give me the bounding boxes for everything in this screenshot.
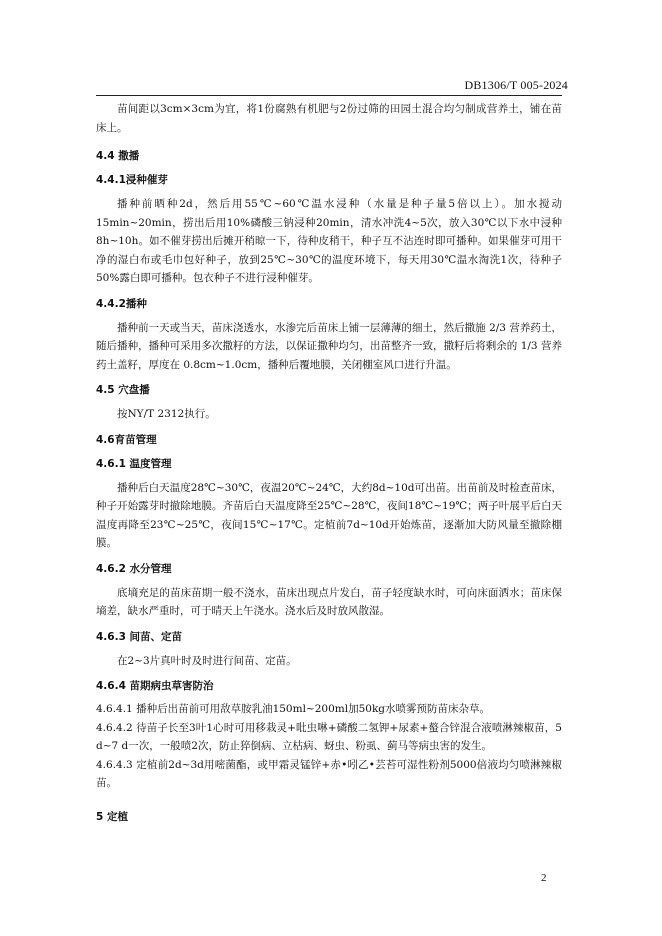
paragraph-4-5: 按NY/T 2312执行。 bbox=[117, 408, 216, 420]
list-item-4-6-4-2: 4.6.4.2 待苗子长至3叶1心时可用移栽灵+吡虫啉+磷酸二氢钾+尿素+螯合锌混合液喷淋辣椒苗，5 d~7 d一次，一般喷2次，防止猝倒病、立枯病、蚜虫、粉虱、蓟马等病虫害的发生。 bbox=[96, 721, 562, 752]
list-item-4-6-4-3: 4.6.4.3 定植前2d~3d用嘧菌酯，或甲霜灵锰锌+赤•吲乙•芸苔可湿性粉剂5000倍液均匀喷淋辣椒苗。 bbox=[96, 758, 562, 789]
heading-4-6-1: 4.6.1 温度管理 bbox=[96, 457, 172, 470]
paragraph-4-4-2: 播种前一天或当天，苗床浇透水，水渗完后苗床上铺一层薄薄的细土，然后撒施 2/3 营养药土，随后播种，播种可采用多次撒籽的方法，以保证撒种均匀，出苗整齐一致，撒籽后将剩余的 1/3 营养药土盖籽，厚度在 0.8cm~1.0cm，播种后覆地膜，关闭棚室风口进行升温。 bbox=[96, 321, 562, 371]
heading-4-4-2: 4.4.2播种 bbox=[96, 297, 147, 310]
heading-5: 5 定植 bbox=[96, 810, 128, 823]
header-rule bbox=[96, 95, 562, 96]
list-item-4-6-4-1: 4.6.4.1 播种后出苗前可用敌草胺乳油150ml~200ml加50kg水喷雾预防苗床杂草。 bbox=[96, 703, 491, 715]
page-number: 2 bbox=[541, 872, 547, 884]
paragraph-4-4-1: 播种前晒种2d，然后用55℃~60℃温水浸种（水量是种子量5倍以上）。加水搅动15min~20min，捞出后用10%磷酸三钠浸种20min，清水冲洗4~5次，放入30℃以下水中浸种8h~10h。如不催芽捞出后摊开稍晾一下，待种皮稍干，种子互不沾连时即可播种。如果催芽可用干净的湿白布或毛巾包好种子，放到25℃~30℃的温度环境下，每天用30℃温水淘洗1次，待种子50%露白即可播种。包衣种子不进行浸种催芽。 bbox=[96, 198, 562, 284]
paragraph-4-6-2: 底墒充足的苗床苗期一般不浇水，苗床出现点片发白，苗子轻度缺水时，可向床面洒水；苗床保墒差，缺水严重时，可于晴天上午浇水。浇水后及时放风散湿。 bbox=[96, 586, 562, 617]
heading-4-5: 4.5 穴盘播 bbox=[96, 384, 150, 396]
document-code: DB1306/T 005-2024 bbox=[464, 78, 568, 92]
heading-4-6-4: 4.6.4 苗期病虫草害防治 bbox=[96, 680, 214, 692]
heading-4-4: 4.4 撒播 bbox=[96, 150, 140, 162]
paragraph-4-6-3: 在2~3片真叶时及时进行间苗、定苗。 bbox=[117, 654, 297, 667]
heading-4-6-2: 4.6.2 水分管理 bbox=[96, 562, 172, 575]
heading-4-6-3: 4.6.3 间苗、定苗 bbox=[96, 630, 183, 643]
heading-4-4-1: 4.4.1浸种催芽 bbox=[96, 174, 168, 186]
document-body bbox=[96, 100, 562, 825]
intro-paragraph: 苗间距以3cm×3cm为宜，将1份腐熟有机肥与2份过筛的田园土混合均匀制成营养土，铺在苗床上。 bbox=[96, 103, 562, 134]
paragraph-4-6-1: 播种后白天温度28℃~30℃，夜温20℃~24℃，大约8d~10d可出苗。出苗前及时检查苗床，种子开始露芽时撤除地膜。齐苗后白天温度降至25℃~28℃，夜间18℃~19℃；两子叶展平后白天温度再降至23℃~25℃，夜间15℃~17℃。定植前7d~10d开始炼苗，逐渐加大防风量至撤除棚膜。 bbox=[96, 481, 562, 549]
heading-4-6: 4.6育苗管理 bbox=[96, 433, 157, 446]
